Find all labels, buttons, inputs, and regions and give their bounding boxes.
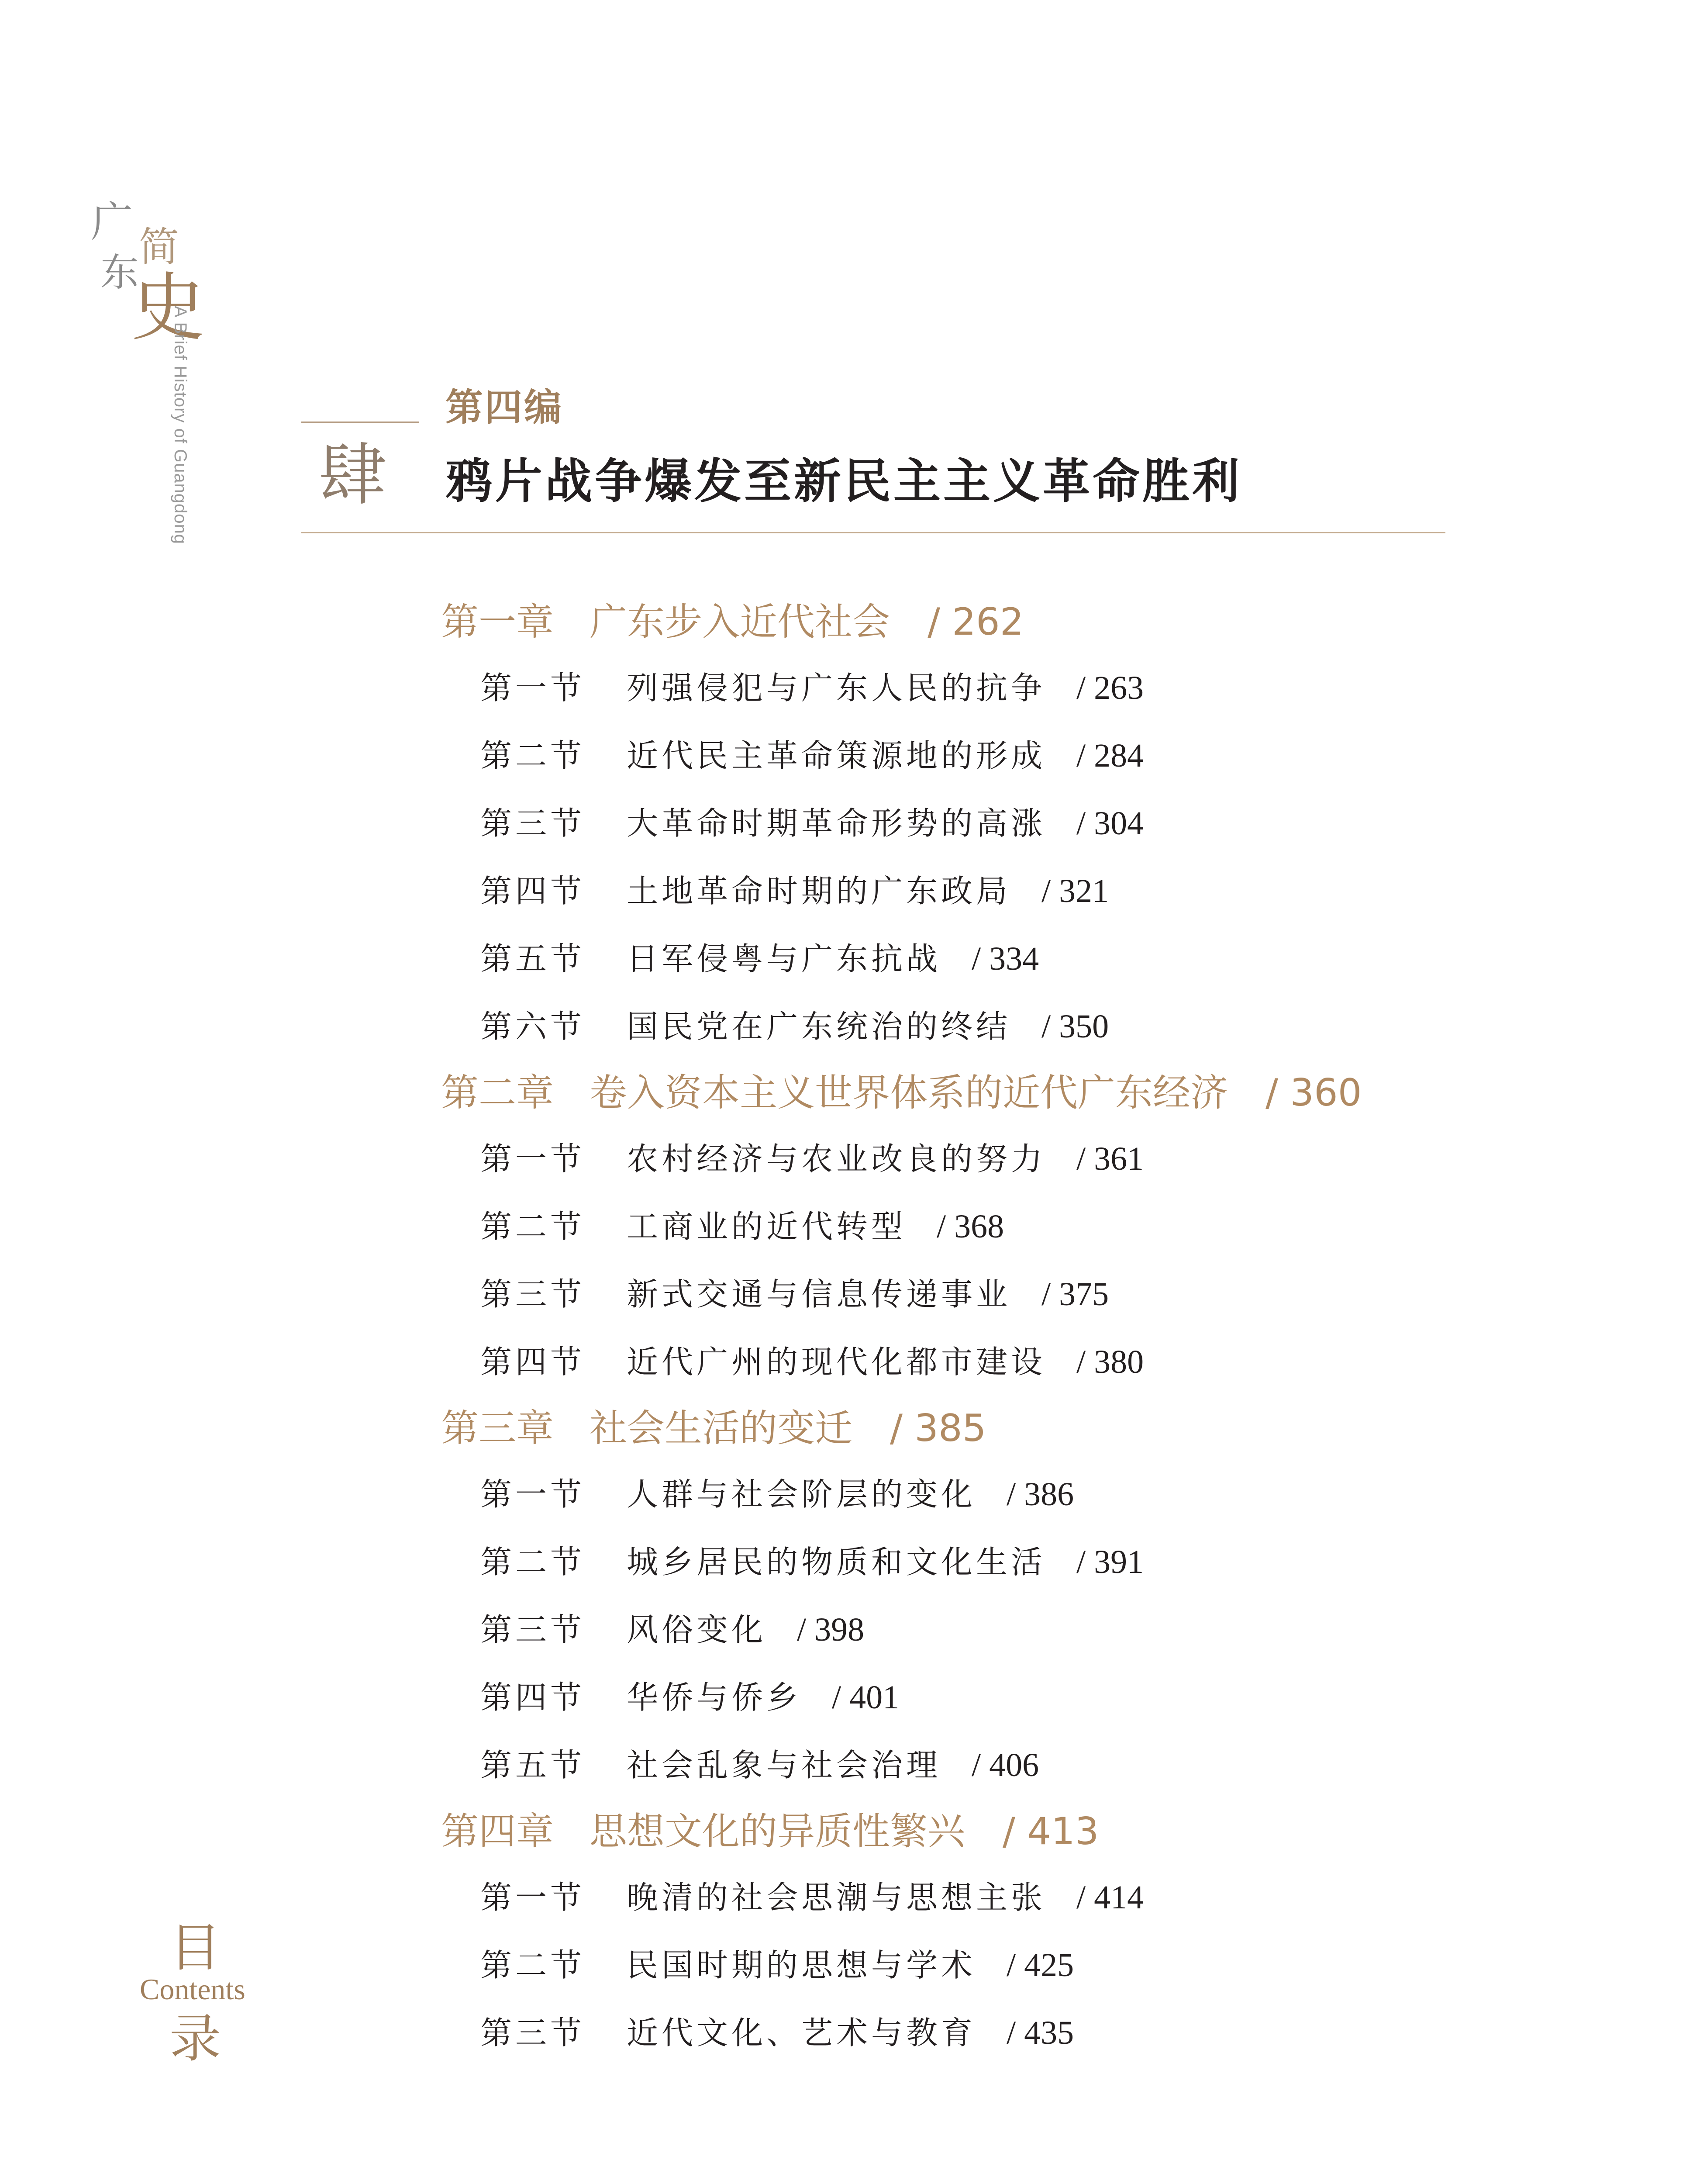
section-number: 第一节 xyxy=(480,670,586,706)
section-number: 第一节 xyxy=(480,1879,586,1916)
section-number: 第五节 xyxy=(480,1747,586,1783)
section-page: / 284 xyxy=(1076,737,1144,774)
section-number: 第四节 xyxy=(480,873,586,909)
section-title: 人群与社会阶层的变化 xyxy=(627,1476,976,1513)
part-numeral: 肆 xyxy=(319,435,386,515)
part-header-top-rule xyxy=(301,422,419,423)
section-page: / 334 xyxy=(972,940,1039,977)
section-page: / 263 xyxy=(1076,670,1144,706)
section-number: 第三节 xyxy=(480,805,586,842)
part-header xyxy=(301,384,1445,542)
section-number: 第五节 xyxy=(480,940,586,977)
section-page: / 401 xyxy=(832,1679,900,1716)
section-title: 城乡居民的物质和文化生活 xyxy=(627,1544,1046,1580)
chapter-title: 思想文化的异质性繁兴 xyxy=(590,1810,965,1853)
section-title: 近代文化、艺术与教育 xyxy=(627,2015,976,2051)
section-entry[interactable] xyxy=(441,1193,1445,1261)
section-entry[interactable] xyxy=(441,857,1445,925)
chapter-title: 广东步入近代社会 xyxy=(590,600,890,644)
chapter-entry[interactable] xyxy=(441,1799,1445,1864)
section-page: / 406 xyxy=(972,1747,1039,1783)
section-number: 第四节 xyxy=(480,1344,586,1380)
section-title: 农村经济与农业改良的努力 xyxy=(627,1140,1046,1177)
logo-char-jian: 简 xyxy=(139,224,179,270)
section-page: / 304 xyxy=(1076,805,1144,842)
section-entry[interactable] xyxy=(441,993,1445,1061)
chapter-number: 第二章 xyxy=(441,1071,554,1115)
section-number: 第二节 xyxy=(480,737,586,774)
section-page: / 368 xyxy=(937,1208,1004,1245)
section-entry[interactable] xyxy=(441,654,1445,722)
logo-char-guang: 广 xyxy=(91,197,133,246)
section-number: 第四节 xyxy=(480,1679,586,1716)
section-title: 民国时期的思想与学术 xyxy=(627,1947,976,1984)
chapter-page: / 413 xyxy=(1003,1810,1099,1853)
section-page: / 386 xyxy=(1007,1476,1074,1513)
section-title: 华侨与侨乡 xyxy=(627,1679,802,1716)
chapter-entry[interactable] xyxy=(441,590,1445,654)
section-entry[interactable] xyxy=(441,722,1445,790)
logo-english-subtitle: A Brief History of Guangdong xyxy=(171,306,190,545)
section-title: 近代民主革命策源地的形成 xyxy=(627,737,1046,774)
chapter-number: 第一章 xyxy=(441,600,554,644)
section-title: 社会乱象与社会治理 xyxy=(627,1747,941,1783)
chapter-page: / 262 xyxy=(928,600,1024,644)
section-title: 新式交通与信息传递事业 xyxy=(627,1276,1011,1313)
chapter-entry[interactable] xyxy=(441,1396,1445,1461)
section-page: / 391 xyxy=(1076,1544,1144,1580)
section-number: 第三节 xyxy=(480,2015,586,2051)
section-entry[interactable] xyxy=(441,1999,1445,2067)
section-title: 列强侵犯与广东人民的抗争 xyxy=(627,670,1046,706)
section-page: / 398 xyxy=(797,1611,865,1648)
chapter-title: 社会生活的变迁 xyxy=(590,1406,852,1450)
section-number: 第六节 xyxy=(480,1008,586,1045)
part-header-bottom-rule xyxy=(301,532,1445,533)
section-title: 工商业的近代转型 xyxy=(627,1208,907,1245)
section-title: 日军侵粤与广东抗战 xyxy=(627,940,941,977)
section-entry[interactable] xyxy=(441,790,1445,857)
section-entry[interactable] xyxy=(441,1461,1445,1528)
section-entry[interactable] xyxy=(441,1528,1445,1596)
part-title: 鸦片战争爆发至新民主主义革命胜利 xyxy=(445,454,1242,509)
contents-mark-char-bottom: 录 xyxy=(169,2008,221,2069)
section-number: 第三节 xyxy=(480,1611,586,1648)
section-page: / 380 xyxy=(1076,1344,1144,1380)
chapter-page: / 360 xyxy=(1265,1071,1362,1115)
section-page: / 350 xyxy=(1041,1008,1109,1045)
section-entry[interactable] xyxy=(441,1596,1445,1664)
section-entry[interactable] xyxy=(441,925,1445,993)
chapter-entry[interactable] xyxy=(441,1061,1445,1125)
section-page: / 375 xyxy=(1041,1276,1109,1313)
contents-mark-char-top: 目 xyxy=(169,1918,221,1978)
section-number: 第一节 xyxy=(480,1476,586,1513)
section-entry[interactable] xyxy=(441,1731,1445,1799)
book-title-logo xyxy=(87,192,206,568)
section-title: 土地革命时期的广东政局 xyxy=(627,873,1011,909)
section-entry[interactable] xyxy=(441,1125,1445,1193)
section-title: 大革命时期革命形势的高涨 xyxy=(627,805,1046,842)
chapter-number: 第三章 xyxy=(441,1406,554,1450)
section-entry[interactable] xyxy=(441,1864,1445,1932)
section-title: 晚清的社会思潮与思想主张 xyxy=(627,1879,1046,1916)
section-number: 第二节 xyxy=(480,1208,586,1245)
section-page: / 414 xyxy=(1076,1879,1144,1916)
contents-mark-english: Contents xyxy=(140,1973,245,2006)
section-number: 第二节 xyxy=(480,1544,586,1580)
section-page: / 425 xyxy=(1007,1947,1074,1984)
section-title: 国民党在广东统治的终结 xyxy=(627,1008,1011,1045)
table-of-contents xyxy=(441,590,1445,2067)
section-entry[interactable] xyxy=(441,1328,1445,1396)
logo-char-shi: 史 xyxy=(131,265,206,351)
section-number: 第三节 xyxy=(480,1276,586,1313)
section-title: 近代广州的现代化都市建设 xyxy=(627,1344,1046,1380)
section-entry[interactable] xyxy=(441,1664,1445,1731)
section-page: / 361 xyxy=(1076,1140,1144,1177)
chapter-page: / 385 xyxy=(890,1406,986,1450)
part-label: 第四编 xyxy=(445,385,563,429)
chapter-title: 卷入资本主义世界体系的近代广东经济 xyxy=(590,1071,1228,1115)
section-page: / 321 xyxy=(1041,873,1109,909)
section-number: 第一节 xyxy=(480,1140,586,1177)
section-entry[interactable] xyxy=(441,1261,1445,1328)
logo-char-dong: 东 xyxy=(100,250,139,295)
section-title: 风俗变化 xyxy=(627,1611,767,1648)
section-page: / 435 xyxy=(1007,2015,1074,2051)
section-entry[interactable] xyxy=(441,1932,1445,1999)
section-number: 第二节 xyxy=(480,1947,586,1984)
chapter-number: 第四章 xyxy=(441,1810,554,1853)
contents-mark xyxy=(135,1918,275,2079)
